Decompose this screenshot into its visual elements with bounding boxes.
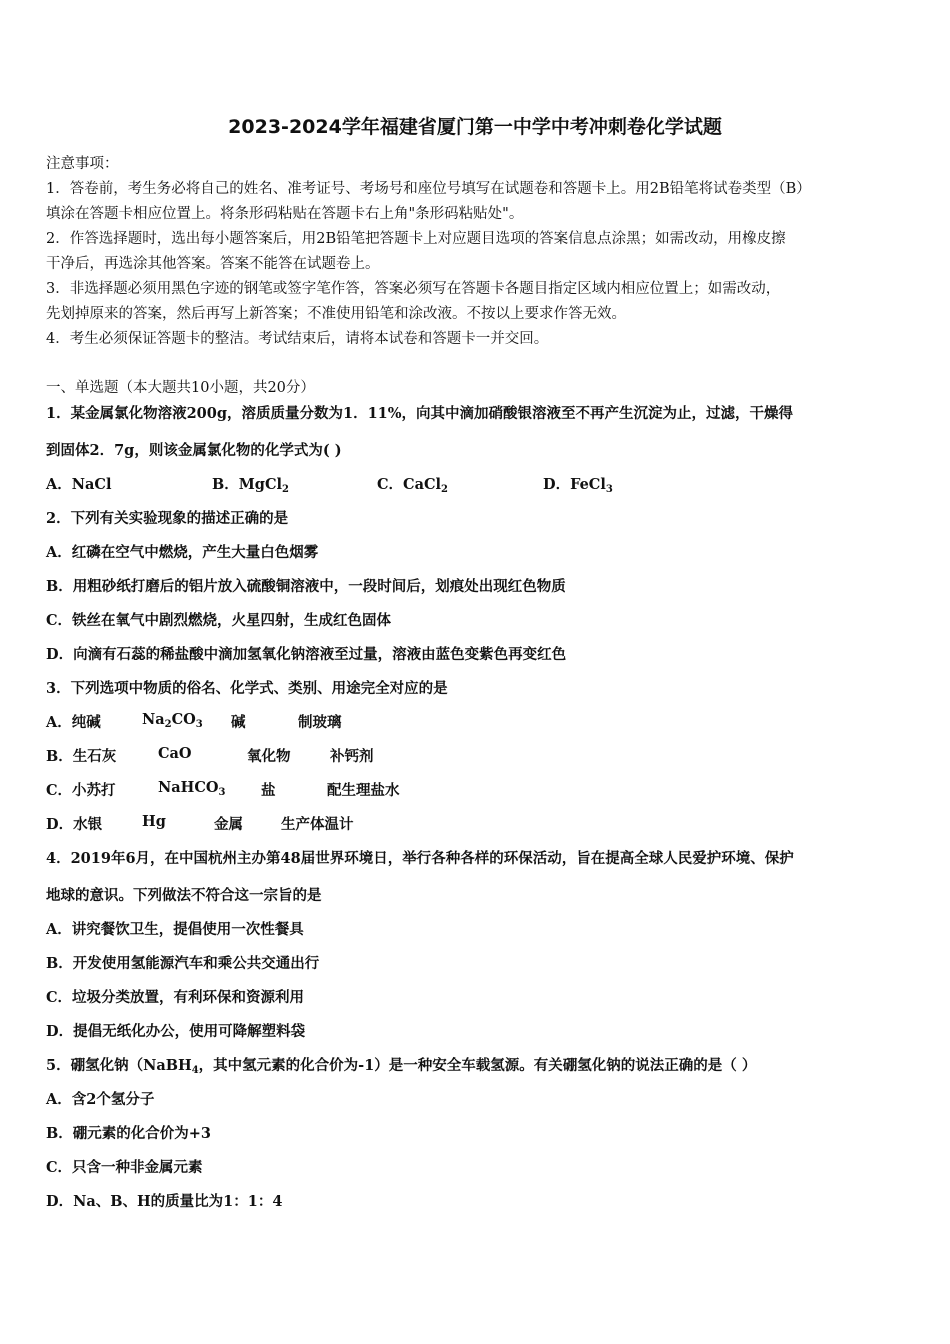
notice-line: 1．答卷前，考生务必将自己的姓名、准考证号、考场号和座位号填写在试题卷和答题卡上。用2B铅笔将试卷类型（B） [46,181,811,197]
q1-option-b: B．MgCl$_2$ [212,476,289,495]
notice-heading: 注意事项： [46,156,119,172]
question-1-stem-cont: 到固体2．7g，则该金属氯化物的化学式为( ) [46,442,342,459]
q3-option-a-use: 制玻璃 [298,714,342,731]
q2-option-c: C．铁丝在氧气中剧烈燃烧，火星四射，生成红色固体 [46,612,392,629]
q4-option-b: B．开发使用氢能源汽车和乘公共交通出行 [46,955,320,972]
q3-option-c-formula: NaHCO$_3$ [158,779,226,798]
q3-option-b-use: 补钙剂 [330,748,374,765]
q1-option-c: C．CaCl$_2$ [377,476,448,495]
q4-option-d: D．提倡无纸化办公，使用可降解塑料袋 [46,1023,306,1040]
q3-option-d-use: 生产体温计 [281,816,354,833]
q3-option-c-label: C．小苏打 [46,782,116,799]
notice-line: 填涂在答题卡相应位置上。将条形码粘贴在答题卡右上角"条形码粘贴处"。 [46,206,524,222]
q4-option-a: A．讲究餐饮卫生，提倡使用一次性餐具 [46,921,304,938]
q3-option-a-formula: $Na_2CO_3$ [142,711,203,730]
q5-option-b: B．硼元素的化合价为+3 [46,1125,211,1142]
q1-option-a: A．NaCl [46,476,112,493]
q2-option-a: A．红磷在空气中燃烧，产生大量白色烟雾 [46,544,319,561]
question-4-stem: 4．2019年6月，在中国杭州主办第48届世界环境日，举行各种各样的环保活动，旨在提高全球人民爱护环境、保护 [46,850,794,867]
q3-option-a-label: A．纯碱 [46,714,101,731]
notice-line: 先划掉原来的答案，然后再写上新答案；不准使用铅笔和涂改液。不按以上要求作答无效。 [46,306,626,322]
notice-line: 干净后，再选涂其他答案。答案不能答在试题卷上。 [46,256,380,272]
q5-option-d: D．Na、B、H的质量比为1：1：4 [46,1193,283,1210]
q3-option-d-formula: Hg [142,813,166,830]
q3-option-b-class: 氧化物 [247,748,291,765]
q5-option-c: C．只含一种非金属元素 [46,1159,203,1176]
q3-option-d-class: 金属 [214,816,243,833]
q1-option-d: D．FeCl$_3$ [543,476,613,495]
q3-option-c-class: 盐 [261,782,276,799]
q3-option-b-formula: CaO [158,745,192,762]
q3-option-c-use: 配生理盐水 [327,782,400,799]
question-4-stem-cont: 地球的意识。下列做法不符合这一宗旨的是 [46,887,322,904]
q3-option-d-label: D．水银 [46,816,103,833]
question-3-stem: 3．下列选项中物质的俗名、化学式、类别、用途完全对应的是 [46,680,448,697]
q3-option-a-class: 碱 [231,714,246,731]
question-5-stem: 5．硼氢化钠（NaBH$_4$，其中氢元素的化合价为-1）是一种安全车载氢源。有关硼氢化钠的说法正确的是（ ） [46,1057,757,1076]
q2-option-b: B．用粗砂纸打磨后的铝片放入硫酸铜溶液中，一段时间后，划痕处出现红色物质 [46,578,566,595]
q5-option-a: A．含2个氢分子 [46,1091,155,1108]
q2-option-d: D．向滴有石蕊的稀盐酸中滴加氢氧化钠溶液至过量，溶液由蓝色变紫色再变红色 [46,646,567,663]
question-2-stem: 2．下列有关实验现象的描述正确的是 [46,510,289,527]
page-title: 2023-2024学年福建省厦门第一中学中考冲刺卷化学试题 [228,116,722,138]
notice-line: 4．考生必须保证答题卡的整洁。考试结束后，请将本试卷和答题卡一并交回。 [46,331,549,347]
q4-option-c: C．垃圾分类放置，有利环保和资源利用 [46,989,305,1006]
notice-line: 3．非选择题必须用黑色字迹的钢笔或签字笔作答，答案必须写在答题卡各题目指定区域内相应位置上；如需改动， [46,281,781,297]
notice-line: 2．作答选择题时，选出每小题答案后，用2B铅笔把答题卡上对应题目选项的答案信息点涂黑；如需改动，用橡皮擦 [46,231,786,247]
question-1-stem: 1．某金属氯化物溶液200g，溶质质量分数为1．11%，向其中滴加硝酸银溶液至不再产生沉淀为止，过滤，干燥得 [46,405,794,422]
section-heading: 一、单选题（本大题共10小题，共20分） [46,380,315,396]
q3-option-b-label: B．生石灰 [46,748,117,765]
